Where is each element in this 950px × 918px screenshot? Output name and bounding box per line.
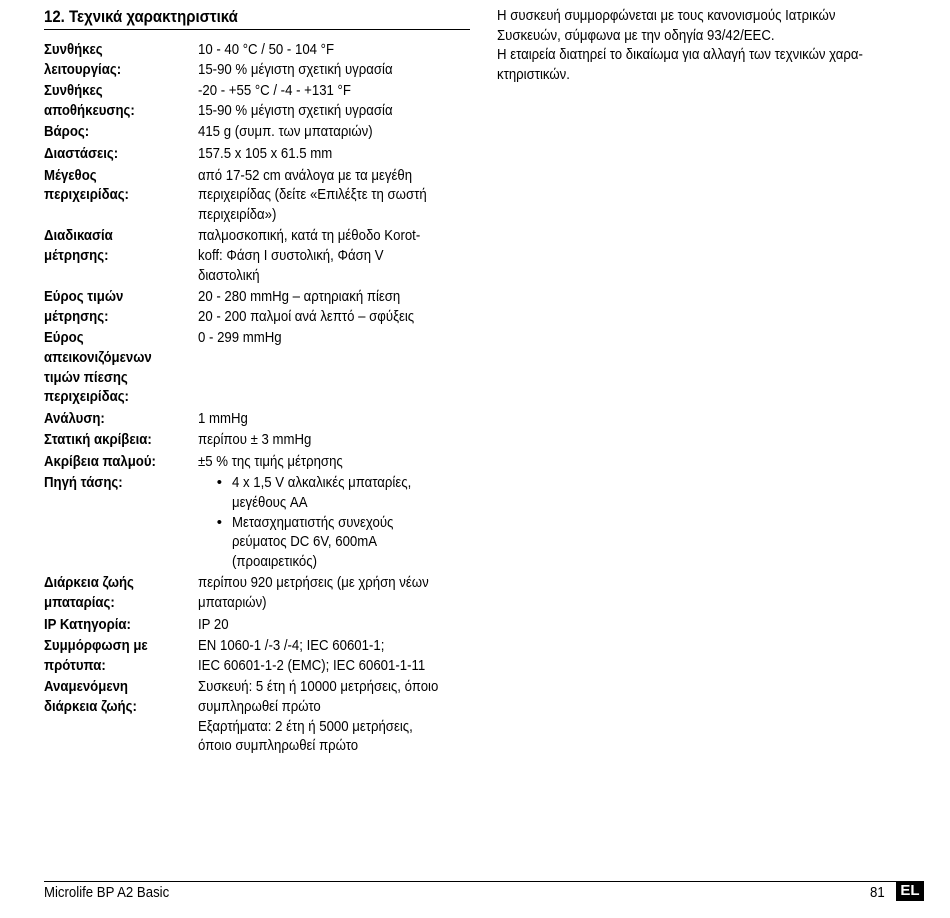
spec-row xyxy=(44,144,474,164)
spec-value xyxy=(198,328,474,406)
spec-label-line: μέτρησης: xyxy=(44,246,109,264)
spec-value xyxy=(198,430,474,450)
spec-row xyxy=(44,452,474,472)
spec-value xyxy=(198,122,474,142)
spec-row xyxy=(44,615,474,635)
spec-label xyxy=(44,615,198,635)
spec-label-line: διάρκεια ζωής: xyxy=(44,698,137,715)
spec-value xyxy=(198,81,474,120)
spec-label xyxy=(44,328,198,406)
spec-value-line: Συσκευή: 5 έτη ή 10000 μετρήσεις, όποιο xyxy=(198,678,439,696)
spec-label xyxy=(44,40,198,79)
spec-label xyxy=(44,430,198,450)
spec-label-line: απεικονιζόμενων xyxy=(44,348,152,366)
spec-label-line: Συμμόρφωση με xyxy=(44,637,148,655)
spec-value xyxy=(198,473,474,571)
compliance-notes xyxy=(497,6,937,84)
spec-label-line: Συνθήκες xyxy=(44,41,103,58)
spec-label xyxy=(44,573,198,612)
spec-label-line: Εύρος xyxy=(44,329,84,347)
spec-value-line: διαστολική xyxy=(198,266,260,284)
spec-label-line: Διαστάσεις: xyxy=(44,144,119,162)
spec-label-line: πρότυπα: xyxy=(44,656,106,674)
footer-rule xyxy=(44,881,924,882)
spec-value-line: μπαταριών) xyxy=(198,594,267,612)
spec-label xyxy=(44,409,198,429)
spec-label-line: IP Κατηγορία: xyxy=(44,615,131,633)
spec-value-line: koff: Φάση I συστολική, Φάση V xyxy=(198,246,384,264)
spec-label-line: Αναμενόμενη xyxy=(44,678,128,696)
spec-label-line: Πηγή τάσης: xyxy=(44,474,123,492)
spec-value xyxy=(198,40,474,79)
spec-value-line: IEC 60601-1-2 (EMC); IEC 60601-1-11 xyxy=(198,656,426,674)
spec-label xyxy=(44,473,198,571)
title-underline xyxy=(44,29,470,30)
page-number-text: 81 xyxy=(870,884,885,901)
note-line: Συσκευών, σύμφωνα με την οδηγία 93/42/EEC. xyxy=(497,26,775,44)
spec-value xyxy=(198,166,474,225)
spec-row xyxy=(44,226,474,285)
bullet-text-line: 4 x 1,5 V αλκαλικές μπαταρίες, xyxy=(232,474,412,492)
spec-value-line: περιχειρίδα») xyxy=(198,205,277,223)
spec-value xyxy=(198,287,474,326)
spec-row xyxy=(44,573,474,612)
spec-value-line: όποιο συμπληρωθεί πρώτο xyxy=(198,737,359,755)
spec-label xyxy=(44,81,198,120)
spec-label-line: λειτουργίας: xyxy=(44,60,122,78)
footer-product-name xyxy=(44,884,186,902)
language-badge: EL xyxy=(896,881,924,901)
spec-label-line: Διάρκεια ζωής xyxy=(44,574,134,592)
page-number xyxy=(870,884,887,902)
spec-label-line: αποθήκευσης: xyxy=(44,101,135,119)
spec-value-line: 415 g (συμπ. των μπαταριών) xyxy=(198,123,373,141)
note-line: κτηριστικών. xyxy=(497,65,570,83)
spec-value-line: συμπληρωθεί πρώτο xyxy=(198,698,321,715)
power-bullet-item xyxy=(198,513,474,572)
spec-value-line: από 17-52 cm ανάλογα με τα μεγέθη xyxy=(198,166,413,184)
spec-value-line: 157.5 x 105 x 61.5 mm xyxy=(198,144,333,162)
spec-row xyxy=(44,636,474,675)
spec-label xyxy=(44,226,198,285)
spec-row xyxy=(44,409,474,429)
spec-table xyxy=(44,40,474,758)
bullet-dot-icon: • xyxy=(216,474,222,492)
spec-label xyxy=(44,122,198,142)
spec-label-line: περιχειρίδας: xyxy=(44,186,129,204)
spec-value-line: 15-90 % μέγιστη σχετική υγρασία xyxy=(198,101,393,119)
note-line: Η συσκευή συμμορφώνεται με τους κανονισμούς Ιατρικών xyxy=(497,7,836,24)
spec-label-line: Μέγεθος xyxy=(44,166,97,184)
bullet-dot-icon: • xyxy=(216,513,222,531)
spec-value-line: περιχειρίδας (δείτε «Επιλέξτε τη σωστή xyxy=(198,186,427,204)
spec-label-line: Συνθήκες xyxy=(44,82,103,100)
spec-label-line: τιμών πίεσης xyxy=(44,368,128,386)
spec-value-line: EN 1060-1 /-3 /-4; IEC 60601-1; xyxy=(198,637,385,655)
spec-value xyxy=(198,615,474,635)
spec-row xyxy=(44,328,474,406)
spec-value-line: παλμοσκοπική, κατά τη μέθοδο Korot- xyxy=(198,227,421,245)
spec-value-line: 1 mmHg xyxy=(198,409,248,427)
spec-value-line: 20 - 280 mmHg – αρτηριακή πίεση xyxy=(198,288,401,306)
section-title xyxy=(44,6,264,28)
spec-row xyxy=(44,122,474,142)
spec-value-line: 15-90 % μέγιστη σχετική υγρασία xyxy=(198,60,393,78)
bullet-text-line: μεγέθους AA xyxy=(232,494,308,512)
spec-label xyxy=(44,166,198,225)
bullet-text-line: ρεύματος DC 6V, 600mA xyxy=(232,533,378,551)
spec-value xyxy=(198,409,474,429)
spec-group-main xyxy=(44,40,474,471)
spec-value xyxy=(198,677,474,755)
spec-row-power-source xyxy=(44,473,474,571)
power-bullet-item xyxy=(198,473,474,512)
spec-label-line: περιχειρίδας: xyxy=(44,388,129,406)
spec-row xyxy=(44,166,474,225)
spec-label xyxy=(44,452,198,472)
footer-product-text: Microlife BP A2 Basic xyxy=(44,884,170,901)
spec-value xyxy=(198,636,474,675)
spec-value-line: 10 - 40 °C / 50 - 104 °F xyxy=(198,41,335,58)
spec-value-line: περίπου ± 3 mmHg xyxy=(198,431,312,449)
spec-value xyxy=(198,144,474,164)
power-bullet-list xyxy=(198,473,474,571)
bullet-text-line: Μετασχηματιστής συνεχούς xyxy=(232,513,394,531)
spec-label-line: Στατική ακρίβεια: xyxy=(44,431,152,449)
spec-group-extra xyxy=(44,573,474,755)
spec-value-line: ±5 % της τιμής μέτρησης xyxy=(198,452,343,470)
spec-label xyxy=(44,144,198,164)
spec-value-line: IP 20 xyxy=(198,615,229,633)
spec-value-line: Εξαρτήματα: 2 έτη ή 5000 μετρήσεις, xyxy=(198,717,413,735)
spec-label xyxy=(44,636,198,675)
spec-value-line: -20 - +55 °C / -4 - +131 °F xyxy=(198,82,351,100)
spec-label-line: μπαταρίας: xyxy=(44,594,115,612)
spec-row xyxy=(44,287,474,326)
spec-label-line: Διαδικασία xyxy=(44,227,113,245)
spec-label-line: μέτρησης: xyxy=(44,307,109,325)
spec-row xyxy=(44,40,474,79)
spec-label xyxy=(44,287,198,326)
bullet-text-line: (προαιρετικός) xyxy=(232,552,318,570)
spec-label-line: Εύρος τιμών xyxy=(44,288,124,306)
spec-value xyxy=(198,452,474,472)
spec-label xyxy=(44,677,198,755)
spec-label-line: Ανάλυση: xyxy=(44,409,105,427)
spec-row xyxy=(44,430,474,450)
spec-row xyxy=(44,81,474,120)
note-line: Η εταιρεία διατηρεί το δικαίωμα για αλλαγή των τεχνικών χαρα- xyxy=(497,46,863,64)
spec-value xyxy=(198,573,474,612)
section-title-text: 12. Τεχνικά χαρακτηριστικά xyxy=(44,7,238,26)
spec-label-line: Ακρίβεια παλμού: xyxy=(44,452,156,470)
spec-value xyxy=(198,226,474,285)
spec-value-line: 20 - 200 παλμοί ανά λεπτό – σφύξεις xyxy=(198,307,415,325)
spec-label-line: Βάρος: xyxy=(44,123,90,141)
spec-row xyxy=(44,677,474,755)
spec-value-line: 0 - 299 mmHg xyxy=(198,329,282,347)
spec-value-line: περίπου 920 μετρήσεις (με χρήση νέων xyxy=(198,574,429,592)
